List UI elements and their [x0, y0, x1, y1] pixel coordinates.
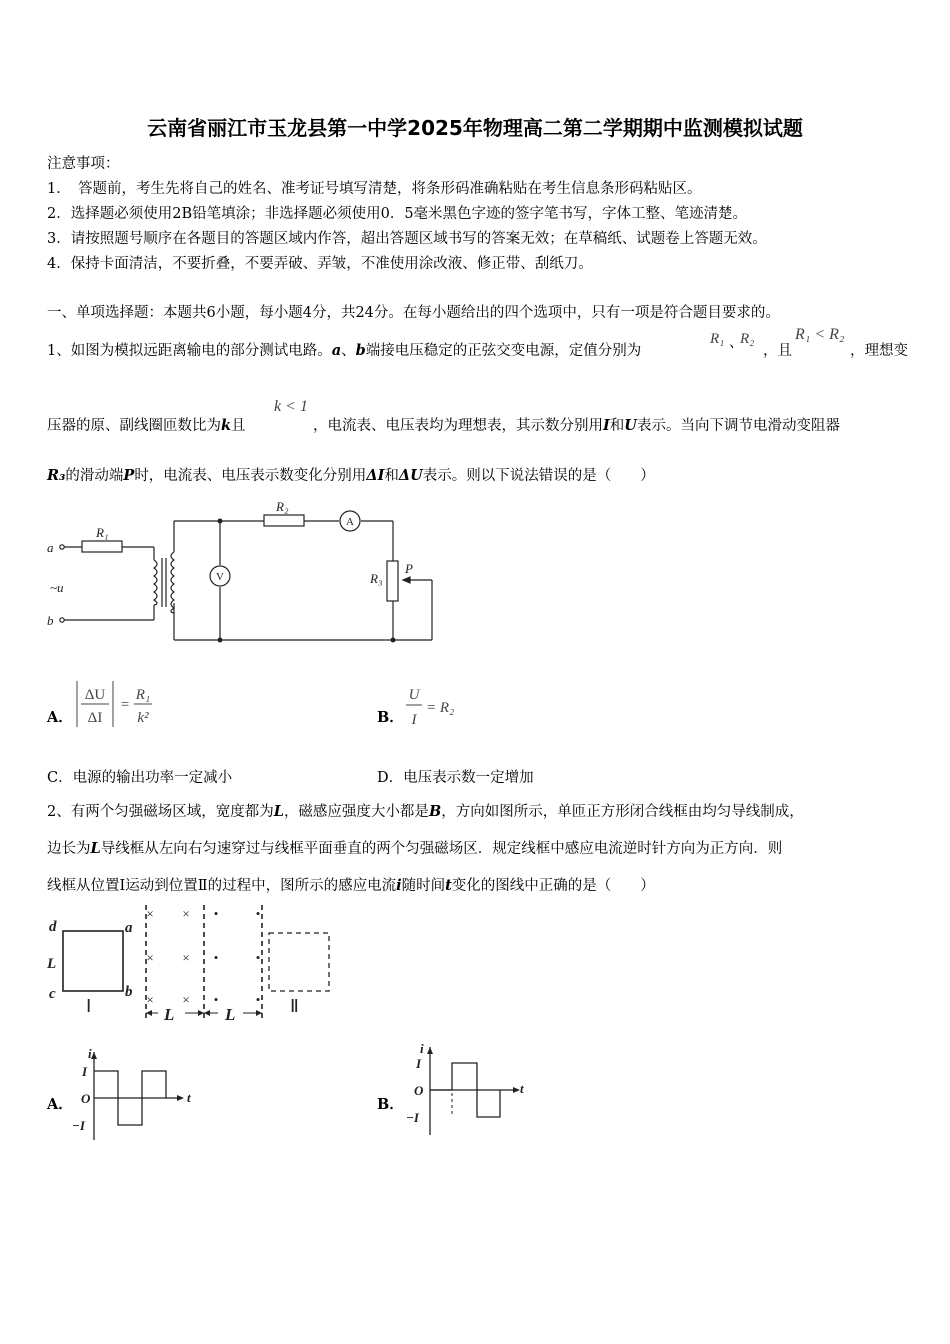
q1-text: 时，电流表、电压表示数变化分别用: [134, 468, 367, 484]
q1-var-b: b: [355, 342, 366, 359]
q2-var-L: L: [273, 803, 284, 820]
terminal-a-label: a: [47, 540, 54, 555]
cross-mark: ×: [146, 906, 154, 921]
corner-b-label: b: [125, 984, 133, 1000]
opt-a-num-top: ΔU: [84, 687, 106, 703]
cross-mark: ×: [146, 950, 154, 965]
q2-var-i: i: [396, 877, 402, 894]
r3-label: R₃: [370, 571, 383, 586]
q1-text: 、: [341, 343, 356, 359]
q1-option-b-label: B．: [377, 709, 404, 726]
q2-text: ，磁感应强度大小都是: [283, 804, 429, 820]
q1-option-d: D．电压表示数一定增加: [377, 770, 534, 786]
q1-text: 且: [231, 418, 246, 434]
q1-var-a: a: [331, 342, 342, 359]
section-heading: 一、单项选择题：本题共6小题，每小题4分，共24分。在每小题给出的四个选项中，只有一项是符合题目要求的。: [47, 305, 780, 321]
width-L2-label: L: [225, 1005, 236, 1024]
corner-d-label: d: [49, 919, 57, 935]
tick-negI-label: −I: [72, 1118, 85, 1133]
q2-var-t: t: [445, 877, 452, 894]
q1-text: 和: [609, 418, 625, 434]
axis-t-label: t: [187, 1090, 191, 1105]
dot-mark: •: [255, 950, 261, 965]
q1-text: 、: [729, 335, 744, 351]
corner-c-label: c: [49, 986, 56, 1002]
slider-p-label: P: [405, 561, 413, 576]
notice-item-3: 3．请按照题号顺序在各题目的答题区域内作答，超出答题区域书写的答案无效；在草稿纸、试题卷上答题无效。: [47, 231, 767, 247]
notice-item-4: 4．保持卡面清洁，不要折叠，不要弄破、弄皱，不准使用涂改液、修正带、刮纸刀。: [47, 256, 593, 272]
cross-mark: ×: [146, 992, 154, 1007]
dot-mark: •: [255, 992, 261, 1007]
ammeter-label: A: [346, 516, 354, 528]
width-L1-label: L: [164, 1005, 175, 1024]
opt-a-num-bot: ΔI: [87, 710, 103, 726]
q1-text: 1、如图为模拟远距离输电的部分测试电路。: [47, 343, 332, 359]
corner-a-label: a: [125, 920, 133, 936]
dot-mark: •: [213, 992, 219, 1007]
r1-label: R₁: [96, 525, 109, 540]
r2-label: R₂: [276, 499, 289, 514]
terminal-b-label: b: [47, 613, 54, 628]
tick-I-label: I: [416, 1056, 422, 1071]
q2-text: 变化的图线中正确的是（ ）: [451, 878, 655, 894]
axis-i-label: i: [420, 1041, 424, 1056]
q1-option-c: C．电源的输出功率一定减小: [47, 770, 233, 786]
position-1-label: Ⅰ: [86, 996, 92, 1016]
q1-var-I: I: [603, 417, 610, 434]
q1-condition-r: R₁ < R₂: [795, 326, 845, 343]
q1-text: 和: [384, 468, 399, 484]
q1-text: ，电流表、电压表均为理想表，其示数分别用: [313, 418, 603, 434]
q1-text: ，理想变: [850, 343, 908, 359]
cross-mark: ×: [182, 950, 190, 965]
q1-r2-symbol: R₂: [740, 331, 755, 347]
notice-heading: 注意事项：: [47, 156, 120, 172]
opt-b-rhs: = R₂: [426, 700, 455, 716]
q2-option-b-label: B．: [377, 1096, 404, 1113]
opt-a-eq: =: [120, 697, 130, 713]
q1-text: 端接电压稳定的正弦交变电源，定值分别为: [365, 343, 642, 359]
q1-text: 表示。则以下说法错误的是（ ）: [422, 468, 655, 484]
opt-b-top: U: [408, 687, 420, 703]
opt-a-r-top: R₁: [135, 687, 151, 703]
q1-var-dU: ΔU: [398, 467, 423, 484]
origin-label: O: [81, 1091, 91, 1106]
q2-text: 随时间: [401, 878, 446, 894]
dot-mark: •: [213, 906, 219, 921]
q2-text: ，方向如图所示，单匝正方形闭合线框由均匀导线制成，: [441, 804, 804, 820]
notice-item-1: 1． 答题前，考生先将自己的姓名、准考证号填写清楚，将条形码准确粘贴在考生信息条形码粘贴区。: [47, 181, 702, 197]
tick-I-label: I: [82, 1064, 88, 1079]
q1-condition-k: k < 1: [274, 398, 308, 415]
voltmeter-label: V: [216, 571, 224, 583]
opt-a-r-bot: k²: [137, 710, 149, 726]
q1-var-k: k: [221, 417, 232, 434]
cross-mark: ×: [182, 906, 190, 921]
q2-text: 线框从位置Ⅰ运动到位置Ⅱ的过程中，图所示的感应电流: [47, 878, 397, 894]
q1-text: 表示。当向下调节电滑动变阻器: [636, 418, 840, 434]
page-title: 云南省丽江市玉龙县第一中学2025年物理高二第二学期期中监测模拟试题: [147, 116, 803, 140]
q1-var-r3: R₃: [47, 467, 66, 484]
dot-mark: •: [255, 906, 261, 921]
axis-t-label: t: [520, 1081, 524, 1096]
position-2-label: Ⅱ: [290, 996, 299, 1016]
notice-item-2: 2．选择题必须使用2B铅笔填涂；非选择题必须使用0．5毫米黑色字迹的签字笔书写，字体工整、笔迹清楚。: [47, 206, 748, 222]
side-L-label: L: [47, 956, 57, 972]
q2-var-B: B: [428, 803, 442, 820]
opt-b-bot: I: [411, 712, 417, 728]
dot-mark: •: [213, 950, 219, 965]
q2-var-L: L: [90, 840, 101, 857]
source-u-label: ~u: [50, 580, 64, 595]
q2-option-a-label: A．: [47, 1096, 73, 1113]
q2-text: 边长为: [47, 841, 91, 857]
q2-text: 导线框从左向右匀速穿过与线框平面垂直的两个匀强磁场区．规定线框中感应电流逆时针方向为正方向．则: [100, 841, 783, 857]
origin-label: O: [414, 1083, 424, 1098]
q1-r1-symbol: R₁: [710, 331, 725, 347]
q1-var-p: P: [123, 467, 135, 484]
q1-var-dI: ΔI: [366, 467, 385, 484]
q1-text: 的滑动端: [65, 468, 124, 484]
cross-mark: ×: [182, 992, 190, 1007]
q1-var-U: U: [624, 417, 637, 434]
tick-negI-label: −I: [406, 1110, 419, 1125]
q1-text: 压器的原、副线圈匝数比为: [47, 418, 221, 434]
q1-option-a-label: A．: [47, 709, 73, 726]
q1-text: ，且: [763, 343, 792, 359]
axis-i-label: i: [88, 1046, 92, 1061]
q2-text: 2、有两个匀强磁场区域，宽度都为: [47, 804, 274, 820]
